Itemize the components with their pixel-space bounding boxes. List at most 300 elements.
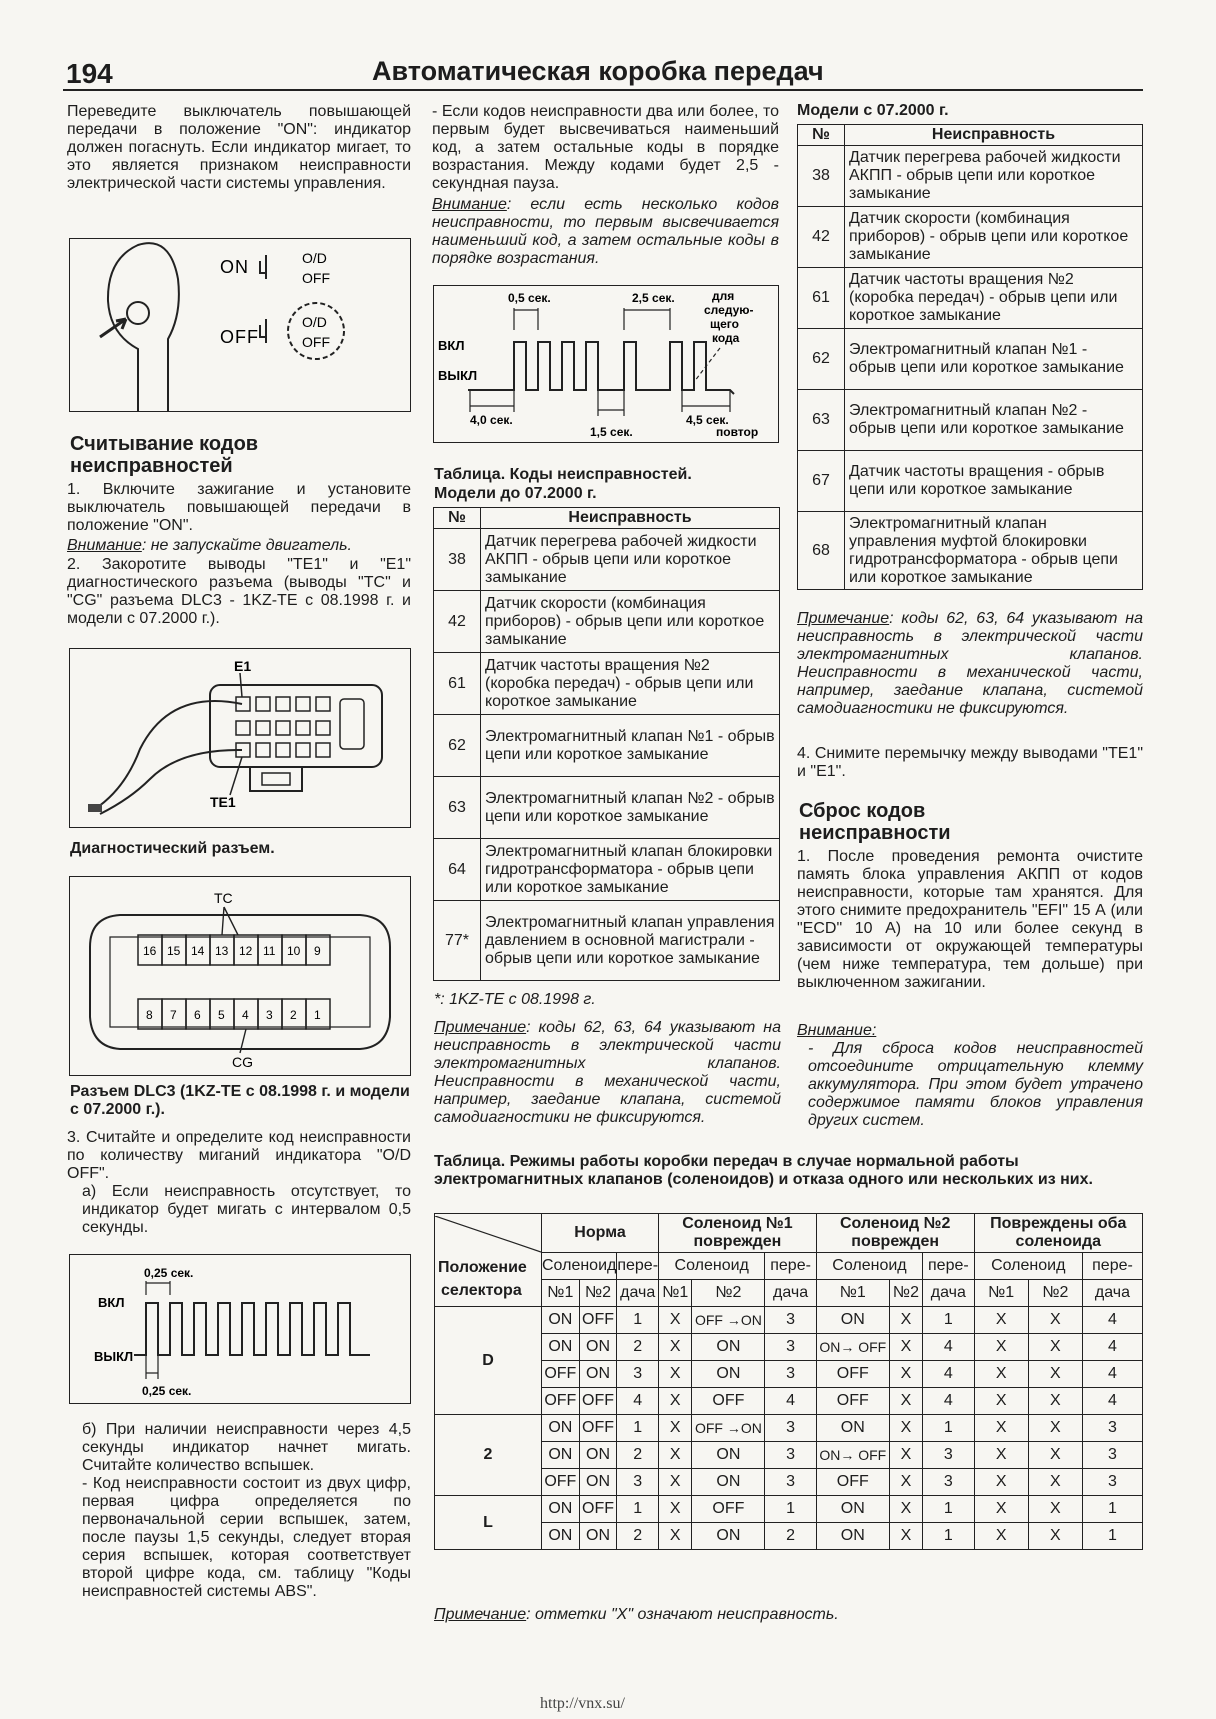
fault-cell: Датчик перегрева рабочей жидкости АКПП - обрыв цепи или короткое замыкание [845, 146, 1143, 207]
label-tc: TC [214, 890, 233, 906]
mode-cell: 3 [923, 1469, 974, 1496]
warning-label: Внимание [67, 537, 142, 554]
mode-cell: ON→ OFF [816, 1442, 889, 1469]
mode-cell: ON [579, 1334, 617, 1361]
mode-cell: X [1028, 1442, 1082, 1469]
label-on: ВКЛ [98, 1295, 125, 1310]
table-subheader-row [435, 1253, 1143, 1280]
fault-cell: Датчик скорости (комбинация приборов) - обрыв цепи или короткое замыкание [481, 591, 780, 653]
mode-cell: ON [579, 1361, 617, 1388]
dlc3-bottom-row [138, 999, 330, 1029]
mode-cell: OFF [816, 1469, 889, 1496]
mode-cell: 3 [765, 1469, 816, 1496]
table-row [435, 1523, 1143, 1550]
fault-cell: Датчик перегрева рабочей жидкости АКПП - обрыв цепи или короткое замыкание [481, 529, 780, 591]
col-number-header: № [434, 508, 481, 529]
dlc3-connector-figure [69, 876, 411, 1076]
mode-cell: OFF →ON [692, 1415, 765, 1442]
table-row [798, 451, 1143, 512]
mode-cell: X [659, 1496, 692, 1523]
table-row [798, 207, 1143, 268]
slot-1 [256, 697, 270, 711]
mode-cell: X [889, 1307, 922, 1334]
col-number-header: № [798, 125, 845, 146]
table-row [435, 1361, 1143, 1388]
table-row [798, 512, 1143, 590]
section-title-reading-1: Считывание кодов [70, 433, 259, 455]
fault-cell: Электромагнитный клапан блокировки гидротрансформатора - обрыв цепи или короткое замыкание [481, 839, 780, 901]
mode-cell: X [1028, 1334, 1082, 1361]
note-label: Примечание [434, 1606, 527, 1623]
label-od-off-1: O/D [302, 250, 327, 266]
table1-footnote: *: 1KZ-TE с 08.1998 г. [434, 991, 596, 1008]
table-row [435, 1496, 1143, 1523]
mode-cell: X [974, 1523, 1028, 1550]
label-t025-bottom: 0,25 сек. [142, 1384, 192, 1398]
sub-gear-2: дача [765, 1280, 816, 1307]
sub-n1: №1 [659, 1280, 692, 1307]
sub-n1: №1 [816, 1280, 889, 1307]
code-cell: 68 [798, 512, 845, 590]
label-next-3: щего [710, 317, 739, 331]
mode-cell: ON [692, 1334, 765, 1361]
codes-table-before-2000 [433, 507, 780, 981]
label-off: ВЫКЛ [94, 1349, 134, 1364]
switch-on-icon [260, 255, 266, 279]
note-1 [434, 1019, 781, 1127]
slot-12 [296, 743, 310, 757]
note-text: : отметки "X" означают неисправность. [526, 1606, 839, 1623]
mode-cell: 3 [765, 1442, 816, 1469]
label-next-2: следую- [704, 303, 754, 317]
mode-cell: ON [692, 1442, 765, 1469]
mode-cell: ON [692, 1361, 765, 1388]
mode-cell: 3 [1082, 1469, 1142, 1496]
table-row [798, 329, 1143, 390]
sub-n1: №1 [542, 1280, 580, 1307]
sub-gear: пере- [617, 1253, 659, 1280]
table-header-row [434, 508, 780, 529]
section-title-reset-2: неисправности [799, 822, 951, 844]
mode-cell: X [974, 1469, 1028, 1496]
table-row [434, 839, 780, 901]
mode-cell: 2 [617, 1442, 659, 1469]
pin-11: 11 [263, 944, 276, 958]
label-cg: CG [232, 1054, 253, 1070]
slot-5 [236, 721, 250, 735]
mode-cell: OFF [542, 1388, 580, 1415]
mode-cell: X [659, 1469, 692, 1496]
label-t45: 4,5 сек. [686, 413, 729, 427]
pin-13: 13 [215, 944, 229, 958]
code-cell: 42 [798, 207, 845, 268]
label-t025-top: 0,25 сек. [144, 1266, 194, 1280]
footer-url: http://vnx.su/ [540, 1695, 625, 1712]
group-normal-header: Норма [542, 1214, 659, 1253]
pin-7: 7 [170, 1008, 177, 1022]
label-off: OFF [220, 327, 259, 347]
warning-1 [67, 537, 411, 555]
col-fault-header: Неисправность [845, 125, 1143, 146]
note-label: Примечание [434, 1019, 527, 1036]
mode-cell: 4 [1082, 1334, 1142, 1361]
figure-caption-dlc3: Разъем DLC3 (1KZ-TE с 08.1998 г. и модели с 07.2000 г.). [70, 1083, 410, 1118]
mode-cell: 4 [923, 1361, 974, 1388]
mode-cell: ON [542, 1442, 580, 1469]
mode-table-note [434, 1606, 1143, 1624]
mode-cell: 1 [765, 1496, 816, 1523]
label-od-on-2: OFF [302, 334, 330, 350]
label-repeat: повтор [716, 425, 759, 439]
mode-cell: 3 [765, 1361, 816, 1388]
pin-9: 9 [314, 944, 321, 958]
mode-cell: X [974, 1496, 1028, 1523]
mode-cell: X [889, 1361, 922, 1388]
mode-cell: 4 [1082, 1307, 1142, 1334]
pin-10: 10 [287, 944, 301, 958]
mode-table-title: Таблица. Режимы работы коробки передач в случае нормальной работы электромагнитных клапанов (соленоидов) и отказа одного или нескольких из них. [434, 1153, 1093, 1188]
mode-cell: 1 [1082, 1496, 1142, 1523]
sub-n2: №2 [889, 1280, 922, 1307]
note-label: Примечание [797, 610, 890, 627]
mode-cell: X [659, 1523, 692, 1550]
label-next-1: для [712, 289, 735, 303]
label-off: ВЫКЛ [438, 368, 478, 383]
section-title-reset-1: Сброс кодов [799, 800, 926, 822]
note-2 [797, 610, 1143, 718]
step3b-text: б) При наличии неисправности через 4,5 секунды индикатор начнет мигать. Считайте количество вспышек. [82, 1421, 411, 1474]
code-cell: 38 [434, 529, 481, 591]
sub-gear-2: дача [923, 1280, 974, 1307]
pin-8: 8 [146, 1008, 153, 1022]
mode-table-body [435, 1307, 1143, 1550]
mode-cell: 1 [617, 1307, 659, 1334]
table-row [435, 1469, 1143, 1496]
table-row [434, 777, 780, 839]
mode-cell: X [1028, 1388, 1082, 1415]
label-on: ON [220, 257, 249, 277]
mode-cell: ON [542, 1334, 580, 1361]
fault-cell: Датчик частоты вращения №2 (коробка передач) - обрыв цепи или короткое замыкание [845, 268, 1143, 329]
sub-n2: №2 [579, 1280, 617, 1307]
step3a-text: а) Если неисправность отсутствует, то индикатор будет мигать с интервалом 0,5 секунды. [82, 1183, 411, 1236]
warning-label-3: Внимание: [797, 1022, 877, 1039]
group-both-header: Повреждены оба соленоида [974, 1214, 1142, 1253]
mode-cell: 4 [1082, 1388, 1142, 1415]
mode-cell: X [1028, 1469, 1082, 1496]
mode-cell: ON [579, 1442, 617, 1469]
jumper-plug-1 [88, 804, 102, 812]
page-number: 194 [66, 58, 113, 89]
selector-cell: 2 [435, 1415, 542, 1496]
pin-14: 14 [191, 944, 205, 958]
sub-n2: №2 [1028, 1280, 1082, 1307]
section-title-reading-2: неисправностей [70, 455, 233, 477]
selector-cell: D [435, 1307, 542, 1415]
mode-cell: 3 [923, 1442, 974, 1469]
fault-cell: Датчик частоты вращения - обрыв цепи или короткое замыкание [845, 451, 1143, 512]
mode-cell: X [659, 1307, 692, 1334]
mode-cell: OFF →ON [692, 1307, 765, 1334]
warning-2 [432, 196, 779, 268]
step4-text: 4. Снимите перемычку между выводами "TE1" и "E1". [797, 745, 1143, 780]
blink-waveform [134, 1303, 370, 1355]
mode-cell: X [889, 1523, 922, 1550]
table-row [434, 653, 780, 715]
pin-12: 12 [239, 944, 253, 958]
mode-cell: X [974, 1442, 1028, 1469]
mode-cell: ON [579, 1469, 617, 1496]
col2-paragraph: - Если кодов неисправности два или более, то первым будет высвечиваться наименьший код, а затем остальные коды в порядке возрастания. Между кодами будет 2,5 - секундная пауза. [432, 103, 779, 192]
od-switch-figure [69, 238, 411, 412]
code-cell: 63 [434, 777, 481, 839]
header-rule [63, 89, 1143, 91]
step3c-text: - Код неисправности состоит из двух цифр, первая цифра определяется по первоначальной серии вспышек, затем, после паузы 1,5 секунды, следует вторая серия вспышек, которая соответствует второй цифре кода, см. таблицу "Коды неисправностей системы ABS". [82, 1475, 411, 1600]
label-te1: TE1 [210, 794, 236, 810]
selector-cell: L [435, 1496, 542, 1550]
mode-cell: OFF [542, 1469, 580, 1496]
pin-5: 5 [218, 1008, 225, 1022]
mode-cell: X [974, 1415, 1028, 1442]
mode-cell: X [889, 1334, 922, 1361]
mode-cell: X [1028, 1496, 1082, 1523]
blink-normal-figure [69, 1254, 411, 1404]
mode-cell: OFF [816, 1361, 889, 1388]
fault-cell: Электромагнитный клапан управления давлением в основной магистрали - обрыв цепи или короткое замыкание [481, 901, 780, 981]
label-on: ВКЛ [438, 338, 465, 353]
mode-cell: ON [692, 1469, 765, 1496]
slot-9 [316, 721, 330, 735]
mode-cell: 3 [1082, 1415, 1142, 1442]
mode-cell: 1 [923, 1307, 974, 1334]
mode-cell: X [659, 1334, 692, 1361]
figure-caption-diagnostic: Диагностический разъем. [70, 840, 275, 857]
code-cell: 63 [798, 390, 845, 451]
code-cell: 67 [798, 451, 845, 512]
switch-off-icon [260, 319, 266, 343]
shift-lever-shape [108, 243, 179, 411]
table-row [798, 390, 1143, 451]
connector-latch [262, 773, 290, 785]
mode-cell: ON [542, 1523, 580, 1550]
mode-cell: 4 [923, 1388, 974, 1415]
label-od-on-1: O/D [302, 314, 327, 330]
mode-cell: 3 [617, 1361, 659, 1388]
fault-cell: Датчик скорости (комбинация приборов) - обрыв цепи или короткое замыкание [845, 207, 1143, 268]
label-od-off-2: OFF [302, 270, 330, 286]
mode-cell: 2 [617, 1334, 659, 1361]
mode-cell: OFF [816, 1388, 889, 1415]
table-row [798, 146, 1143, 207]
pin-2: 2 [290, 1008, 297, 1022]
mode-cell: ON [816, 1496, 889, 1523]
mode-cell: 3 [1082, 1442, 1142, 1469]
table-row [798, 268, 1143, 329]
dlc3-top-row [138, 935, 330, 965]
fault-cell: Электромагнитный клапан №2 - обрыв цепи или короткое замыкание [845, 390, 1143, 451]
mode-cell: ON [816, 1415, 889, 1442]
table-row [435, 1334, 1143, 1361]
code-cell: 61 [798, 268, 845, 329]
mode-cell: X [889, 1415, 922, 1442]
selector-header-label-2: селектора [441, 1282, 522, 1299]
table1-title-2: Модели до 07.2000 г. [434, 485, 597, 502]
table-row [435, 1415, 1143, 1442]
mode-cell: X [659, 1415, 692, 1442]
code-cell: 77* [434, 901, 481, 981]
mode-cell: 1 [617, 1415, 659, 1442]
od-button [127, 302, 149, 324]
mode-cell: X [889, 1388, 922, 1415]
col1-paragraph: Переведите выключатель повышающей передачи в положение "ON": индикатор должен погаснуть. Если индикатор мигает, то это является признаком неисправности электрической части системы управления. [67, 103, 411, 192]
slot-4 [316, 697, 330, 711]
table-header-row [798, 125, 1143, 146]
slot-10 [256, 743, 270, 757]
sub-gear-2: дача [1082, 1280, 1142, 1307]
note-text: : коды 62, 63, 64 указывают на неисправность в электрической части электромагнитных клапанов. Неисправности в механической части, например, заедание клапана, системой самодиагностики не фиксируются. [797, 610, 1143, 717]
code-cell: 62 [798, 329, 845, 390]
warning-text: : если есть несколько кодов неисправности, то первым высвечивается наименьший код, а затем остальные коды в порядке возрастания. [432, 196, 779, 267]
table1-title-1: Таблица. Коды неисправностей. [434, 466, 692, 483]
step1-text: 1. Включите зажигание и установите выключатель повышающей передачи в положение "ON". [67, 481, 411, 534]
mode-cell: ON→ OFF [816, 1334, 889, 1361]
mode-cell: X [889, 1442, 922, 1469]
table-row [435, 1442, 1143, 1469]
group-sol2-header: Соленоид №2 поврежден [816, 1214, 974, 1253]
table-row [434, 591, 780, 653]
pin-16: 16 [143, 944, 157, 958]
table-group-header-row [435, 1214, 1143, 1253]
code-cell: 61 [434, 653, 481, 715]
mode-cell: OFF [579, 1415, 617, 1442]
pin-3: 3 [266, 1008, 273, 1022]
mode-cell: X [974, 1361, 1028, 1388]
mode-cell: 4 [1082, 1361, 1142, 1388]
sub-solenoid: Соленоид [542, 1253, 617, 1280]
mode-cell: X [889, 1469, 922, 1496]
mode-cell: 1 [617, 1496, 659, 1523]
mode-cell: ON [542, 1415, 580, 1442]
mode-cell: X [659, 1442, 692, 1469]
diagnostic-connector-figure [69, 648, 411, 828]
sub-solenoid: Соленоид [974, 1253, 1082, 1280]
label-t15: 1,5 сек. [590, 425, 633, 439]
pin-15: 15 [167, 944, 181, 958]
big-slot [340, 699, 364, 749]
mode-cell: ON [542, 1307, 580, 1334]
table-row [435, 1307, 1143, 1334]
mode-cell: OFF [692, 1496, 765, 1523]
sub-gear-2: дача [617, 1280, 659, 1307]
mode-cell: OFF [579, 1496, 617, 1523]
mode-cell: X [1028, 1307, 1082, 1334]
pin-4: 4 [242, 1008, 249, 1022]
mode-cell: 3 [765, 1415, 816, 1442]
table2-title: Модели с 07.2000 г. [797, 102, 949, 119]
mode-cell: 4 [617, 1388, 659, 1415]
label-t40: 4,0 сек. [470, 413, 513, 427]
label-t25: 2,5 сек. [632, 291, 675, 305]
mode-cell: ON [692, 1523, 765, 1550]
mode-cell: 1 [1082, 1523, 1142, 1550]
mode-cell: X [659, 1361, 692, 1388]
table-row [434, 901, 780, 981]
mode-cell: X [974, 1307, 1028, 1334]
sub-n2: №2 [692, 1280, 765, 1307]
table-subheader-row-2 [435, 1280, 1143, 1307]
blink-code-figure [433, 285, 779, 443]
mode-cell: 2 [765, 1523, 816, 1550]
mode-cell: 2 [617, 1523, 659, 1550]
pin-6: 6 [194, 1008, 201, 1022]
step2-text: 2. Закоротите выводы "TE1" и "E1" диагностического разъема (выводы "TC" и "CG" разъема DLC3 - 1KZ-TE с 08.1998 г. и модели с 07.2000 г.). [67, 556, 411, 627]
pin-1: 1 [314, 1008, 321, 1022]
warning-label: Внимание [432, 196, 507, 213]
mode-cell: 4 [765, 1388, 816, 1415]
mode-cell: X [974, 1388, 1028, 1415]
mode-cell: ON [816, 1523, 889, 1550]
fault-cell: Электромагнитный клапан №1 - обрыв цепи или короткое замыкание [845, 329, 1143, 390]
slot-8 [296, 721, 310, 735]
solenoid-mode-table [434, 1213, 1143, 1550]
group-sol1-header: Соленоид №1 поврежден [659, 1214, 817, 1253]
mode-cell: ON [579, 1523, 617, 1550]
mode-cell: X [974, 1334, 1028, 1361]
label-next-4: кода [712, 331, 740, 345]
fault-cell: Электромагнитный клапан управления муфтой блокировки гидротрансформатора - обрыв цепи или короткое замыкание [845, 512, 1143, 590]
sub-n1: №1 [974, 1280, 1028, 1307]
mode-cell: OFF [542, 1361, 580, 1388]
mode-cell: OFF [692, 1388, 765, 1415]
mode-cell: 3 [617, 1469, 659, 1496]
lit-indicator [288, 303, 344, 359]
code-waveform [468, 342, 734, 394]
warning-text: : не запускайте двигатель. [141, 537, 352, 554]
mode-cell: 4 [923, 1334, 974, 1361]
fault-cell: Электромагнитный клапан №2 - обрыв цепи или короткое замыкание [481, 777, 780, 839]
slot-3 [296, 697, 310, 711]
mode-cell: 1 [923, 1523, 974, 1550]
warning-text-3: - Для сброса кодов неисправностей отсоедините отрицательную клемму аккумулятора. При этом будет утрачено содержимое памяти блоков управления других систем. [808, 1040, 1143, 1129]
mode-cell: ON [542, 1496, 580, 1523]
mode-cell: X [889, 1496, 922, 1523]
slot-2 [276, 697, 290, 711]
mode-cell: 3 [765, 1307, 816, 1334]
table-row [434, 715, 780, 777]
mode-cell: X [1028, 1361, 1082, 1388]
label-t05: 0,5 сек. [508, 291, 551, 305]
step3-text: 3. Считайте и определите код неисправности по количеству миганий индикатора "O/D OFF". [67, 1129, 411, 1182]
label-e1: E1 [234, 658, 252, 674]
mode-cell: OFF [579, 1388, 617, 1415]
note-text: : коды 62, 63, 64 указывают на неисправность в электрической части электромагнитных клапанов. Неисправности в механической части, например, заедание клапана, системой самодиагностики не фиксируются. [434, 1019, 781, 1126]
sub-gear: пере- [765, 1253, 816, 1280]
sub-gear: пере- [1082, 1253, 1142, 1280]
slot-7 [276, 721, 290, 735]
mode-cell: X [1028, 1415, 1082, 1442]
fault-cell: Датчик частоты вращения №2 (коробка передач) - обрыв цепи или короткое замыкание [481, 653, 780, 715]
page-title: Автоматическая коробка передач [372, 56, 824, 86]
code-cell: 38 [798, 146, 845, 207]
reset-step1-text: 1. После проведения ремонта очистите память блока управления АКПП от кодов неисправности, которые там хранятся. Для этого снимите предохранитель "EFI" 15 А (или "ECD" 10 А) на 10 или более секунд в зависимости от окружающей температуры (чем ниже температура, тем дольше) при выключенном зажигании. [797, 848, 1143, 991]
table-row [435, 1388, 1143, 1415]
sub-solenoid: Соленоид [659, 1253, 765, 1280]
sub-gear: пере- [923, 1253, 974, 1280]
selector-header-label-1: Положение [438, 1259, 527, 1276]
mode-cell: ON [816, 1307, 889, 1334]
mode-cell: OFF [579, 1307, 617, 1334]
mode-cell: X [659, 1388, 692, 1415]
